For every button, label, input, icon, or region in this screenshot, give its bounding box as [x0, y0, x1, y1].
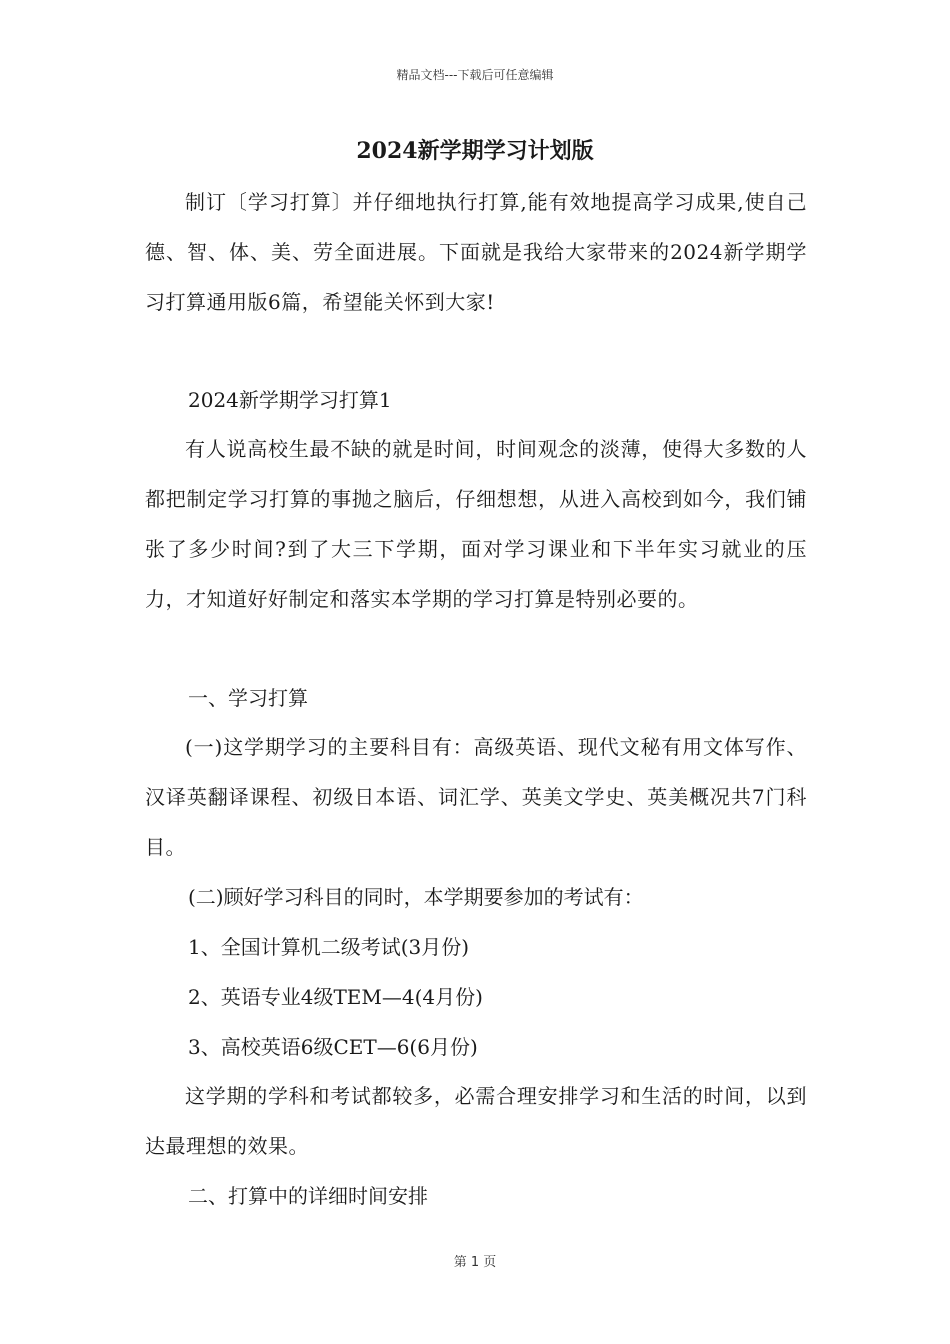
exam-item-1: 1、全国计算机二级考试(3月份) [188, 935, 470, 959]
section-title: 2024新学期学习打算1 [188, 388, 392, 412]
body-paragraph-1: 有人说高校生最不缺的就是时间，时间观念的淡薄，使得大多数的人都把制定学习打算的事抛之脑后，仔细想想，从进入高校到如今，我们铺张了多少时间?到了大三下学期，面对学习课业和下半年实习就业的压力，才知道好好制定和落实本学期的学习打算是特别必要的。 [145, 437, 807, 611]
page-number: 第 1 页 [453, 1255, 497, 1270]
heading-study-plan: 一、学习打算 [188, 686, 308, 710]
intro-paragraph: 制订〔学习打算〕并仔细地执行打算,能有效地提高学习成果,使自己德、智、体、美、劳全面进展。下面就是我给大家带来的2024新学期学习打算通用版6篇，希望能关怀到大家! [145, 190, 807, 314]
document-title: 2024新学期学习计划版 [356, 138, 594, 164]
exam-item-2: 2、英语专业4级TEM—4(4月份) [188, 985, 483, 1009]
header-note: 精品文档---下载后可任意编辑 [396, 68, 554, 82]
heading-time-schedule: 二、打算中的详细时间安排 [188, 1184, 428, 1208]
exam-item-3: 3、高校英语6级CET—6(6月份) [188, 1035, 478, 1059]
exam-intro-line: (二)顾好学习科目的同时，本学期要参加的考试有： [188, 885, 644, 909]
body-paragraph-3: 这学期的学科和考试都较多，必需合理安排学习和生活的时间，以到达最理想的效果。 [145, 1084, 807, 1158]
body-paragraph-2: (一)这学期学习的主要科目有：高级英语、现代文秘有用文体写作、汉译英翻译课程、初级日本语、词汇学、英美文学史、英美概况共7门科目。 [145, 735, 807, 859]
